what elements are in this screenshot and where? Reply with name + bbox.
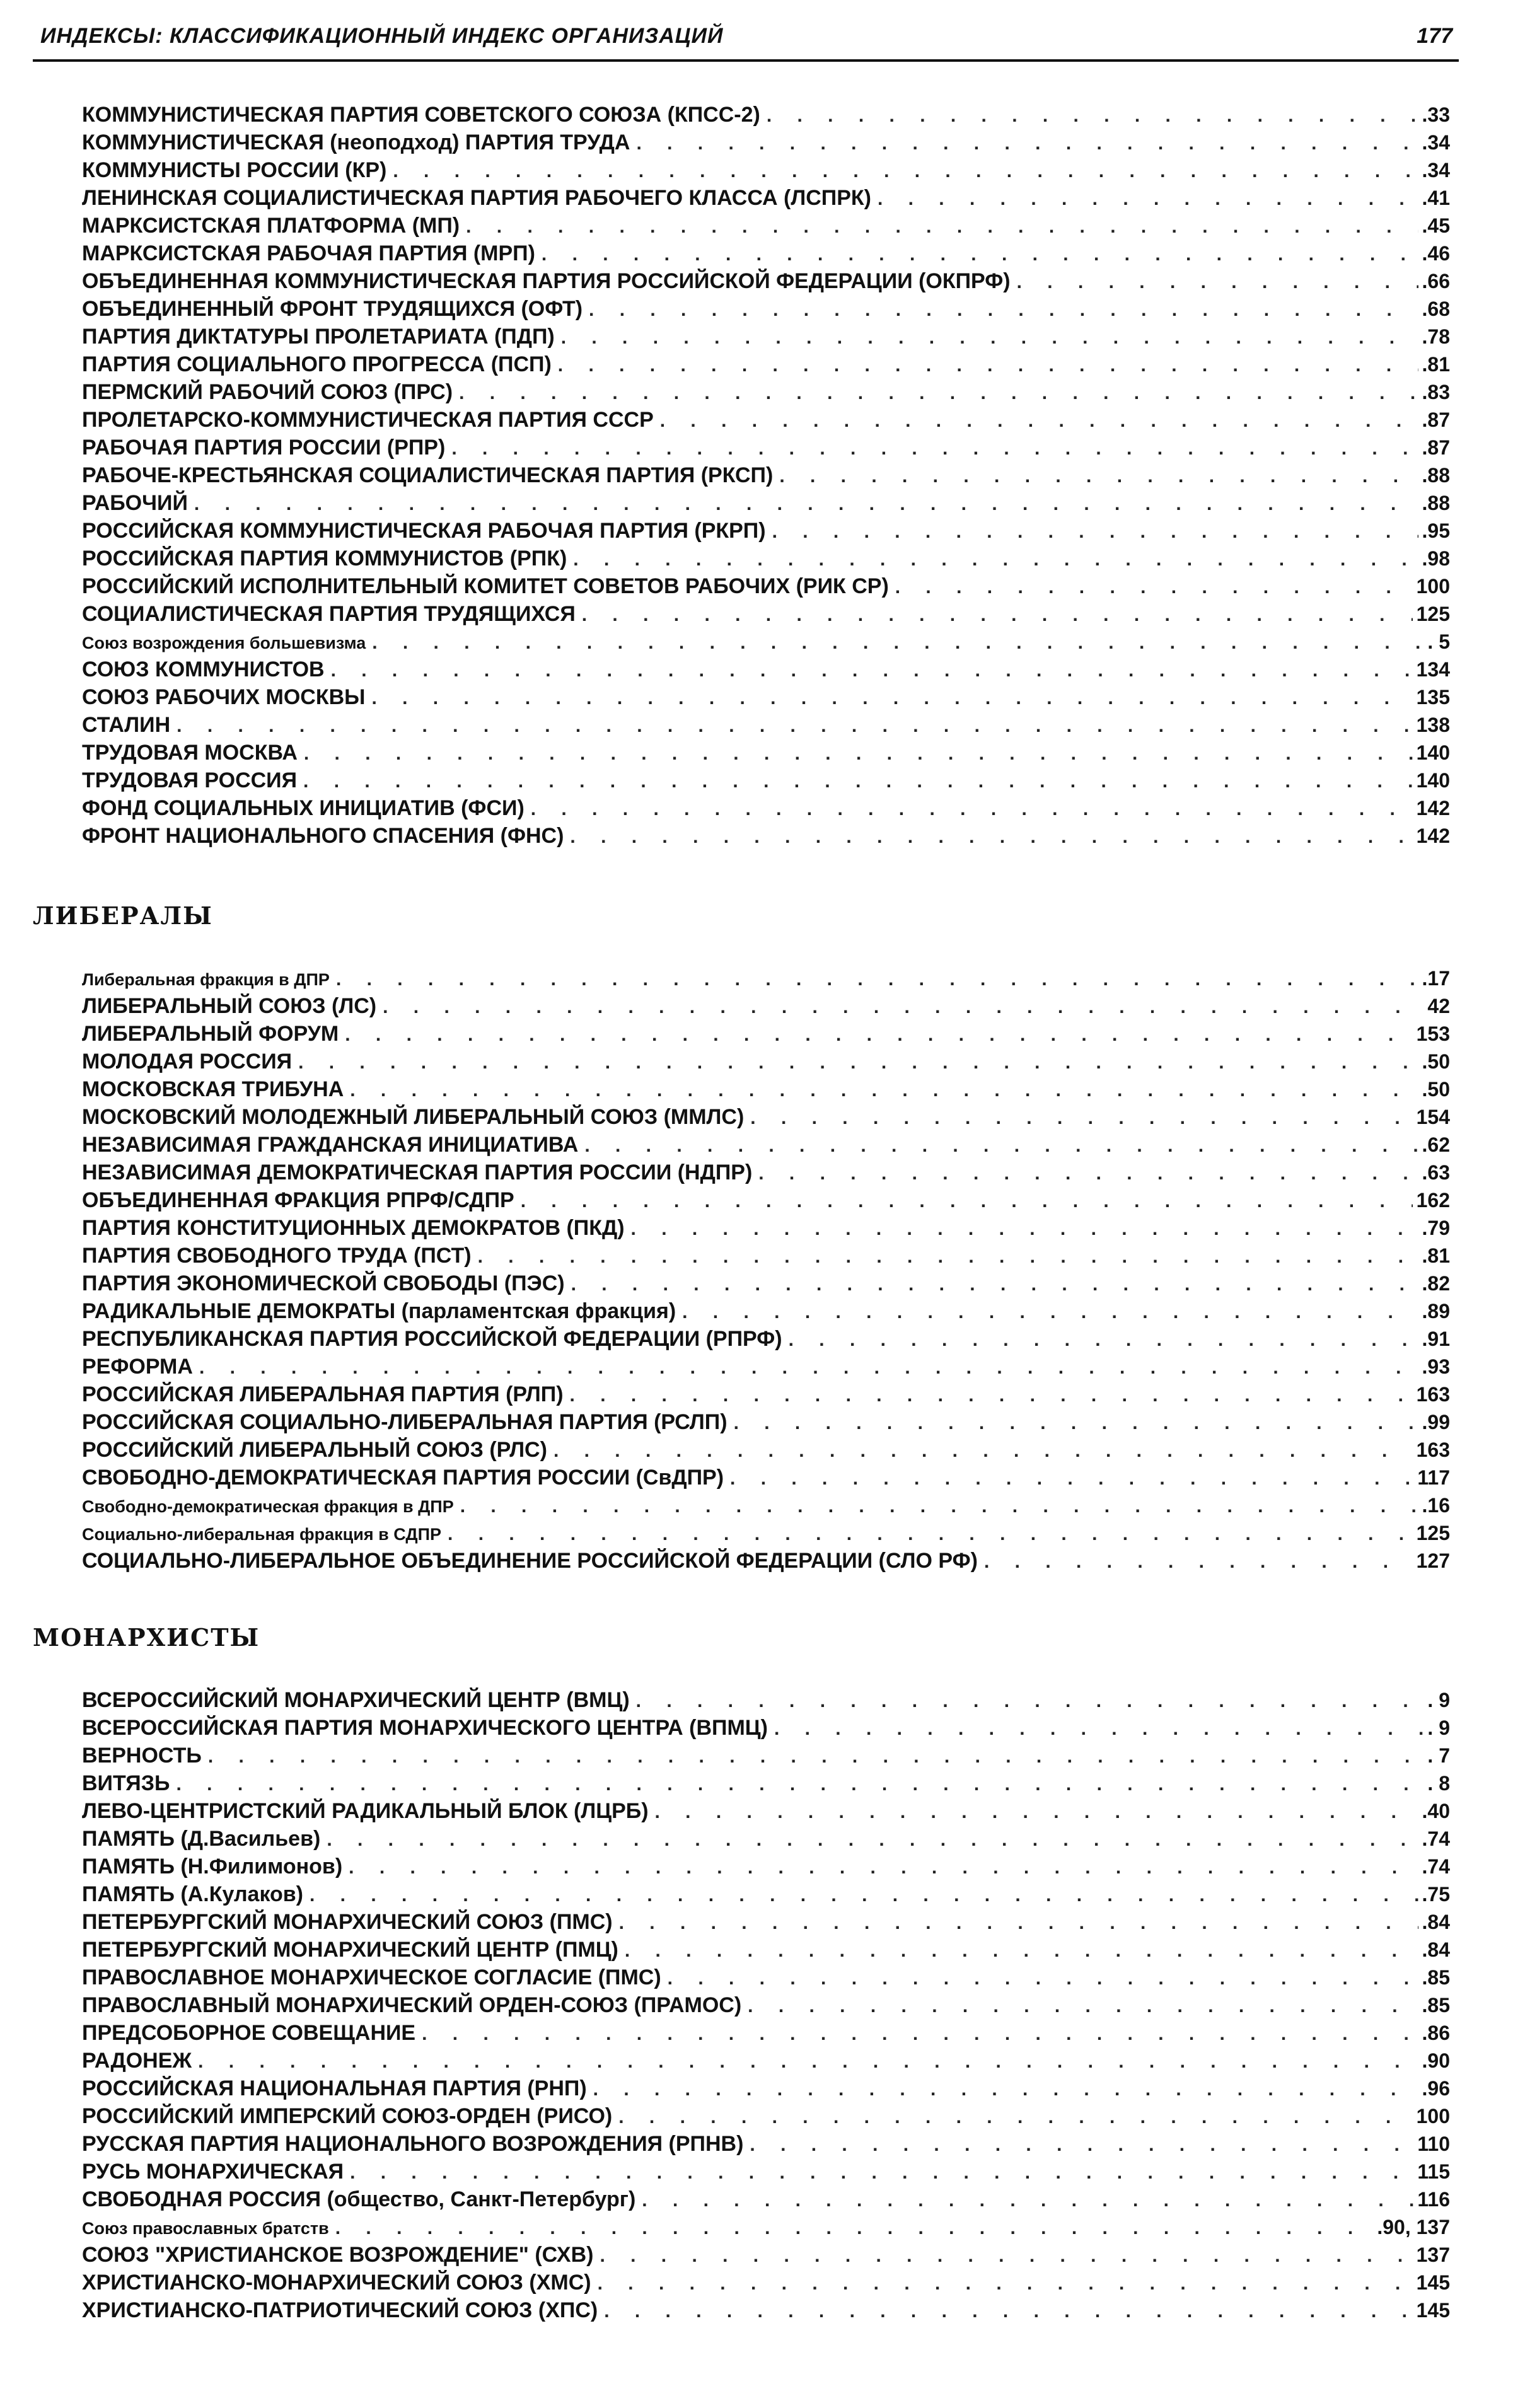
index-entry [82, 156, 1450, 184]
dot-leader [631, 1215, 1418, 1242]
entry-name: РОССИЙСКИЙ ЛИБЕРАЛЬНЫЙ СОЮЗ (РЛС) [82, 1438, 547, 1462]
entry-name: МАРКСИСТСКАЯ РАБОЧАЯ ПАРТИЯ (МРП) [82, 241, 535, 265]
index-entry [82, 1020, 1450, 1048]
entry-name: РАБОЧЕ-КРЕСТЬЯНСКАЯ СОЦИАЛИСТИЧЕСКАЯ ПАРТИЯ (РКСП) [82, 463, 774, 487]
entry-name: СВОБОДНАЯ РОССИЯ (общество, Санкт-Петербург) [82, 2187, 636, 2211]
entry-page-number: .16 [1422, 1494, 1450, 1517]
dot-leader [372, 629, 1423, 656]
entry-name: ПЕРМСКИЙ РАБОЧИЙ СОЮЗ (ПРС) [82, 380, 453, 404]
dot-leader [570, 823, 1412, 850]
dot-leader [451, 435, 1418, 461]
index-entry [82, 1214, 1450, 1242]
index-entry [82, 2130, 1450, 2158]
entry-page-number: .81 [1422, 353, 1450, 376]
entry-name: ХРИСТИАНСКО-ПАТРИОТИЧЕСКИЙ СОЮЗ (ХПС) [82, 2298, 598, 2322]
index-entry [82, 2158, 1450, 2185]
index-entry [82, 267, 1450, 295]
entry-name: ПРОЛЕТАРСКО-КОММУНИСТИЧЕСКАЯ ПАРТИЯ СССР [82, 408, 654, 432]
dot-leader [521, 1188, 1413, 1214]
dot-leader [460, 1493, 1418, 1519]
page-number: 177 [1417, 24, 1452, 48]
dot-leader [448, 1520, 1413, 1547]
index-entry [82, 378, 1450, 406]
entry-page-number: 117 [1417, 1466, 1450, 1489]
entry-page-number: 145 [1416, 2299, 1450, 2322]
entry-page-number: 100 [1416, 575, 1450, 598]
index-entry [82, 434, 1450, 461]
entry-page-number: .45 [1422, 214, 1450, 237]
entry-name: ТРУДОВАЯ МОСКВА [82, 741, 298, 765]
entry-page-number: 140 [1416, 741, 1450, 764]
entry-name: ВСЕРОССИЙСКИЙ МОНАРХИЧЕСКИЙ ЦЕНТР (ВМЦ) [82, 1688, 630, 1712]
index-entry [82, 545, 1450, 572]
entry-page-number: .95 [1422, 519, 1450, 542]
entry-page-number: 154 [1416, 1106, 1450, 1128]
dot-leader [383, 993, 1423, 1020]
index-entry [82, 600, 1450, 628]
entry-page-number: .75 [1422, 1883, 1450, 1906]
entry-page-number: .91 [1422, 1328, 1450, 1350]
entry-name: ПАРТИЯ СВОБОДНОГО ТРУДА (ПСТ) [82, 1244, 472, 1268]
entry-name: ПАМЯТЬ (Д.Васильев) [82, 1827, 321, 1851]
entry-page-number: .41 [1422, 187, 1450, 209]
dot-leader [422, 2020, 1418, 2047]
entry-name: ЛЕНИНСКАЯ СОЦИАЛИСТИЧЕСКАЯ ПАРТИЯ РАБОЧЕГО КЛАССА (ЛСПРК) [82, 186, 871, 210]
entry-page-number: .62 [1422, 1133, 1450, 1156]
dot-leader [459, 379, 1418, 406]
dot-leader [682, 1299, 1418, 1325]
index-entry [82, 1242, 1450, 1270]
dot-leader [600, 2242, 1412, 2269]
section-heading-liberals: ЛИБЕРАЛЫ [33, 901, 213, 930]
index-entry [82, 350, 1450, 378]
dot-leader [554, 1437, 1413, 1464]
entry-page-number: .46 [1422, 242, 1450, 265]
dot-leader [878, 185, 1418, 212]
index-entry [82, 240, 1450, 267]
entry-page-number: . 7 [1427, 1744, 1450, 1767]
entry-name: Социально-либеральная фракция в СДПР [82, 1525, 442, 1544]
entry-page-number: . 8 [1427, 1772, 1450, 1795]
entry-name: СОЮЗ КОММУНИСТОВ [82, 657, 325, 681]
dot-leader [636, 130, 1418, 156]
entry-page-number: .85 [1422, 1994, 1450, 2017]
entry-name: ФРОНТ НАЦИОНАЛЬНОГО СПАСЕНИЯ (ФНС) [82, 824, 564, 848]
dot-leader [349, 1854, 1418, 1880]
dot-leader [304, 740, 1413, 767]
entry-page-number: .85 [1422, 1966, 1450, 1989]
index-entry [82, 1048, 1450, 1075]
dot-leader [327, 1826, 1418, 1853]
entry-name: ПЕТЕРБУРГСКИЙ МОНАРХИЧЕСКИЙ СОЮЗ (ПМС) [82, 1910, 613, 1934]
section-heading-monarchists: МОНАРХИСТЫ [33, 1623, 260, 1652]
entry-name: СВОБОДНО-ДЕМОКРАТИЧЕСКАЯ ПАРТИЯ РОССИИ (СвДПР) [82, 1466, 724, 1490]
entry-page-number: 42 [1427, 995, 1450, 1017]
dot-leader [767, 102, 1418, 129]
running-header [33, 19, 1459, 62]
index-entry [82, 406, 1450, 434]
dot-leader [642, 2187, 1413, 2213]
entry-name: ХРИСТИАНСКО-МОНАРХИЧЕСКИЙ СОЮЗ (ХМС) [82, 2271, 591, 2295]
index-entry [82, 767, 1450, 794]
index-entry [82, 1853, 1450, 1880]
dot-leader [335, 2214, 1374, 2241]
index-entry [82, 2213, 1450, 2241]
dot-leader [298, 1049, 1418, 1075]
index-entry [82, 101, 1450, 129]
index-entry [82, 2269, 1450, 2296]
entry-page-number: .82 [1422, 1272, 1450, 1295]
entry-page-number: 137 [1416, 2243, 1450, 2266]
index-entry [82, 1797, 1450, 1825]
entry-page-number: .99 [1422, 1411, 1450, 1433]
index-entry [82, 1686, 1450, 1714]
entry-name: МОЛОДАЯ РОССИЯ [82, 1050, 293, 1074]
dot-leader [750, 1104, 1412, 1131]
entry-name: ОБЪЕДИНЕННАЯ КОММУНИСТИЧЕСКАЯ ПАРТИЯ РОССИЙСКОЙ ФЕДЕРАЦИИ (ОКПРФ) [82, 269, 1011, 293]
index-entry [82, 711, 1450, 739]
entry-page-number: .98 [1422, 547, 1450, 570]
entry-page-number: .63 [1422, 1161, 1450, 1184]
entry-page-number: .96 [1422, 2077, 1450, 2100]
entry-page-number: .87 [1422, 436, 1450, 459]
entry-name: РОССИЙСКИЙ ИСПОЛНИТЕЛЬНЫЙ КОМИТЕТ СОВЕТОВ РАБОЧИХ (РИК СР) [82, 574, 889, 598]
entry-name: ПЕТЕРБУРГСКИЙ МОНАРХИЧЕСКИЙ ЦЕНТР (ПМЦ) [82, 1938, 618, 1962]
index-entry [82, 628, 1450, 656]
entry-name: ПАРТИЯ ЭКОНОМИЧЕСКОЙ СВОБОДЫ (ПЭС) [82, 1271, 565, 1295]
index-list-monarchists [82, 1686, 1450, 2324]
index-entry [82, 572, 1450, 600]
dot-leader [303, 768, 1413, 794]
entry-name: МОСКОВСКИЙ МОЛОДЕЖНЫЙ ЛИБЕРАЛЬНЫЙ СОЮЗ (ММЛС) [82, 1105, 745, 1129]
dot-leader [542, 241, 1418, 267]
entry-page-number: 162 [1416, 1189, 1450, 1212]
entry-page-number: .79 [1422, 1217, 1450, 1239]
entry-page-number: 135 [1416, 686, 1450, 709]
entry-page-number: .34 [1422, 159, 1450, 182]
dot-leader [625, 1937, 1418, 1964]
index-entry [82, 1964, 1450, 1991]
index-entry [82, 2102, 1450, 2130]
index-entry [82, 992, 1450, 1020]
entry-name: ВЕРНОСТЬ [82, 1744, 202, 1768]
entry-page-number: .50 [1422, 1078, 1450, 1101]
index-entry [82, 1464, 1450, 1491]
entry-name: СОЦИАЛЬНО-ЛИБЕРАЛЬНОЕ ОБЪЕДИНЕНИЕ РОССИЙСКОЙ ФЕДЕРАЦИИ (СЛО РФ) [82, 1549, 978, 1573]
dot-leader [558, 352, 1418, 378]
entry-page-number: 100 [1416, 2105, 1450, 2127]
entry-page-number: 142 [1416, 797, 1450, 819]
entry-page-number: .93 [1422, 1355, 1450, 1378]
entry-name: СТАЛИН [82, 713, 171, 737]
entry-page-number: . 9 [1427, 1689, 1450, 1711]
entry-name: Союз православных братств [82, 2219, 329, 2238]
index-entry [82, 1436, 1450, 1464]
index-entry [82, 1880, 1450, 1908]
entry-name: РУССКАЯ ПАРТИЯ НАЦИОНАЛЬНОГО ВОЗРОЖДЕНИЯ (РПНВ) [82, 2132, 744, 2156]
entry-name: ВСЕРОССИЙСКАЯ ПАРТИЯ МОНАРХИЧЕСКОГО ЦЕНТРА (ВПМЦ) [82, 1716, 768, 1740]
entry-name: РУСЬ МОНАРХИЧЕСКАЯ [82, 2160, 344, 2184]
index-list-liberals [82, 964, 1450, 1575]
index-entry [82, 656, 1450, 683]
entry-name: ПАРТИЯ КОНСТИТУЦИОННЫХ ДЕМОКРАТОВ (ПКД) [82, 1216, 625, 1240]
index-entry [82, 794, 1450, 822]
entry-name: РАБОЧИЙ [82, 491, 188, 515]
dot-leader [350, 2159, 1413, 2185]
index-entry [82, 1186, 1450, 1214]
entry-page-number: .87 [1422, 408, 1450, 431]
entry-name: КОММУНИСТИЧЕСКАЯ (неоподход) ПАРТИЯ ТРУДА [82, 130, 630, 154]
entry-name: ПРАВОСЛАВНОЕ МОНАРХИЧЕСКОЕ СОГЛАСИЕ (ПМС) [82, 1965, 661, 1989]
entry-name: ПАМЯТЬ (А.Кулаков) [82, 1882, 304, 1906]
entry-name: СОЦИАЛИСТИЧЕСКАЯ ПАРТИЯ ТРУДЯЩИХСЯ [82, 602, 576, 626]
dot-leader [619, 1909, 1418, 1936]
dot-leader [589, 296, 1418, 323]
dot-leader [345, 1021, 1412, 1048]
entry-page-number: 125 [1416, 1522, 1450, 1544]
dot-leader [774, 1715, 1423, 1742]
index-entry [82, 1491, 1450, 1519]
header-title: ИНДЕКСЫ: КЛАССИФИКАЦИОННЫЙ ИНДЕКС ОРГАНИЗАЦИЙ [40, 24, 724, 48]
dot-leader [593, 2076, 1418, 2102]
entry-name: РЕСПУБЛИКАНСКАЯ ПАРТИЯ РОССИЙСКОЙ ФЕДЕРАЦИИ (РПРФ) [82, 1327, 782, 1351]
entry-page-number: 134 [1416, 658, 1450, 681]
dot-leader [198, 2048, 1418, 2075]
entry-page-number: 163 [1416, 1438, 1450, 1461]
entry-name: РОССИЙСКАЯ ЛИБЕРАЛЬНАЯ ПАРТИЯ (РЛП) [82, 1382, 564, 1406]
dot-leader [561, 324, 1418, 350]
dot-leader [393, 158, 1418, 184]
entry-page-number: .40 [1422, 1800, 1450, 1822]
entry-name: РОССИЙСКАЯ НАЦИОНАЛЬНАЯ ПАРТИЯ (РНП) [82, 2076, 587, 2100]
index-entry [82, 1547, 1450, 1575]
entry-page-number: 125 [1416, 603, 1450, 625]
index-entry [82, 517, 1450, 545]
entry-page-number: 163 [1416, 1383, 1450, 1406]
entry-page-number: .17 [1422, 967, 1450, 990]
index-entry [82, 212, 1450, 240]
entry-name: РОССИЙСКАЯ СОЦИАЛЬНО-ЛИБЕРАЛЬНАЯ ПАРТИЯ (РСЛП) [82, 1410, 728, 1434]
entry-name: ПРАВОСЛАВНЫЙ МОНАРХИЧЕСКИЙ ОРДЕН-СОЮЗ (ПРАМОС) [82, 1993, 742, 2017]
entry-name: ФОНД СОЦИАЛЬНЫХ ИНИЦИАТИВ (ФСИ) [82, 796, 525, 820]
entry-name: ОБЪЕДИНЕННАЯ ФРАКЦИЯ РПРФ/СДПР [82, 1188, 514, 1212]
dot-leader [604, 2298, 1412, 2324]
index-list-communists [82, 101, 1450, 850]
index-entry [82, 489, 1450, 517]
dot-leader [177, 712, 1412, 739]
dot-leader [336, 966, 1418, 992]
dot-leader [199, 1354, 1418, 1381]
entry-page-number: 142 [1416, 825, 1450, 847]
entry-page-number: .33 [1422, 103, 1450, 126]
entry-name: НЕЗАВИСИМАЯ ДЕМОКРАТИЧЕСКАЯ ПАРТИЯ РОССИИ (НДПР) [82, 1161, 753, 1184]
index-entry [82, 1297, 1450, 1325]
index-entry [82, 2296, 1450, 2324]
entry-page-number: .78 [1422, 325, 1450, 348]
entry-page-number: 153 [1416, 1022, 1450, 1045]
index-entry [82, 1908, 1450, 1936]
dot-leader [584, 1132, 1418, 1159]
index-entry [82, 129, 1450, 156]
index-entry [82, 739, 1450, 767]
index-entry [82, 683, 1450, 711]
dot-leader [531, 796, 1413, 822]
entry-page-number: .81 [1422, 1244, 1450, 1267]
index-entry [82, 184, 1450, 212]
dot-leader [478, 1243, 1418, 1270]
index-entry [82, 323, 1450, 350]
dot-leader [984, 1548, 1413, 1575]
entry-page-number: 138 [1416, 714, 1450, 736]
index-entry [82, 1714, 1450, 1742]
dot-leader [730, 1465, 1413, 1491]
entry-page-number: .84 [1422, 1911, 1450, 1933]
index-entry [82, 1769, 1450, 1797]
entry-page-number: . 5 [1427, 630, 1450, 653]
entry-page-number: .89 [1422, 1300, 1450, 1323]
index-entry [82, 2047, 1450, 2075]
entry-name: КОММУНИСТЫ РОССИИ (КР) [82, 158, 387, 182]
entry-page-number: 116 [1417, 2188, 1450, 2211]
entry-name: РОССИЙСКАЯ КОММУНИСТИЧЕСКАЯ РАБОЧАЯ ПАРТИЯ (РКРП) [82, 519, 766, 543]
index-entry [82, 1519, 1450, 1547]
dot-leader [655, 1798, 1418, 1825]
index-entry [82, 2185, 1450, 2213]
dot-leader [310, 1882, 1418, 1908]
entry-page-number: . 9 [1427, 1716, 1450, 1739]
entry-page-number: .90 [1422, 2049, 1450, 2072]
entry-page-number: .50 [1422, 1050, 1450, 1073]
index-entry [82, 1075, 1450, 1103]
entry-name: Союз возрождения большевизма [82, 634, 366, 652]
entry-page-number: 110 [1417, 2133, 1450, 2155]
entry-name: РОССИЙСКИЙ ИМПЕРСКИЙ СОЮЗ-ОРДЕН (РИСО) [82, 2104, 613, 2128]
entry-name: ПАРТИЯ ДИКТАТУРЫ ПРОЛЕТАРИАТА (ПДП) [82, 325, 555, 349]
dot-leader [1017, 269, 1418, 295]
entry-name: МОСКОВСКАЯ ТРИБУНА [82, 1077, 344, 1101]
index-entry [82, 295, 1450, 323]
index-entry [82, 1325, 1450, 1353]
dot-leader [350, 1077, 1418, 1103]
entry-name: РАБОЧАЯ ПАРТИЯ РОССИИ (РПР) [82, 436, 446, 460]
entry-name: РЕФОРМА [82, 1355, 193, 1379]
index-entry [82, 1353, 1450, 1381]
entry-page-number: .84 [1422, 1938, 1450, 1961]
dot-leader [331, 657, 1413, 683]
entry-page-number: .88 [1422, 464, 1450, 487]
dot-leader [895, 574, 1413, 600]
index-entry [82, 1991, 1450, 2019]
dot-leader [618, 2104, 1412, 2130]
index-entry [82, 1103, 1450, 1131]
entry-name: ТРУДОВАЯ РОССИЯ [82, 768, 298, 792]
dot-leader [660, 407, 1418, 434]
entry-name: ПРЕДСОБОРНОЕ СОВЕЩАНИЕ [82, 2021, 416, 2045]
dot-leader [789, 1326, 1418, 1353]
dot-leader [570, 1382, 1413, 1408]
dot-leader [598, 2270, 1413, 2296]
entry-name: Свободно-демократическая фракция в ДПР [82, 1497, 454, 1516]
entry-page-number: .90, 137 [1377, 2216, 1450, 2238]
entry-name: ПАМЯТЬ (Н.Филимонов) [82, 1855, 343, 1878]
index-entry [82, 1270, 1450, 1297]
dot-leader [636, 1687, 1424, 1714]
index-entry [82, 822, 1450, 850]
entry-page-number: .83 [1422, 381, 1450, 403]
entry-page-number: .66 [1422, 270, 1450, 292]
index-entry [82, 1159, 1450, 1186]
dot-leader [748, 1993, 1418, 2019]
dot-leader [177, 1771, 1424, 1797]
entry-name: РАДОНЕЖ [82, 2049, 192, 2073]
index-entry [82, 964, 1450, 992]
entry-name: КОММУНИСТИЧЕСКАЯ ПАРТИЯ СОВЕТСКОГО СОЮЗА (КПСС-2) [82, 103, 760, 127]
dot-leader [194, 490, 1418, 517]
entry-name: СОЮЗ "ХРИСТИАНСКОЕ ВОЗРОЖДЕНИЕ" (СХВ) [82, 2243, 594, 2267]
index-entry [82, 2019, 1450, 2047]
dot-leader [582, 601, 1413, 628]
index-entry [82, 2075, 1450, 2102]
entry-page-number: .68 [1422, 298, 1450, 320]
dot-leader [750, 2131, 1413, 2158]
entry-page-number: .74 [1422, 1855, 1450, 1878]
entry-page-number: 140 [1416, 769, 1450, 792]
entry-name: ЛИБЕРАЛЬНЫЙ ФОРУМ [82, 1022, 339, 1046]
index-entry [82, 461, 1450, 489]
entry-page-number: 127 [1416, 1549, 1450, 1572]
entry-page-number: .34 [1422, 131, 1450, 154]
dot-leader [779, 463, 1418, 489]
entry-page-number: .86 [1422, 2022, 1450, 2044]
entry-page-number: .88 [1422, 492, 1450, 514]
entry-name: ОБЪЕДИНЕННЫЙ ФРОНТ ТРУДЯЩИХСЯ (ОФТ) [82, 297, 583, 321]
entry-page-number: 145 [1416, 2271, 1450, 2294]
entry-name: ПАРТИЯ СОЦИАЛЬНОГО ПРОГРЕССА (ПСП) [82, 352, 552, 376]
entry-name: ЛИБЕРАЛЬНЫЙ СОЮЗ (ЛС) [82, 994, 377, 1018]
entry-page-number: 115 [1417, 2160, 1450, 2183]
entry-name: НЕЗАВИСИМАЯ ГРАЖДАНСКАЯ ИНИЦИАТИВА [82, 1133, 579, 1157]
dot-leader [466, 213, 1418, 240]
entry-name: РАДИКАЛЬНЫЕ ДЕМОКРАТЫ (парламентская фракция) [82, 1299, 676, 1323]
dot-leader [371, 685, 1412, 711]
dot-leader [571, 1271, 1418, 1297]
dot-leader [758, 1160, 1418, 1186]
entry-name: ВИТЯЗЬ [82, 1771, 170, 1795]
index-entry [82, 1825, 1450, 1853]
dot-leader [573, 546, 1418, 572]
entry-name: Либеральная фракция в ДПР [82, 970, 330, 989]
dot-leader [208, 1743, 1424, 1769]
entry-name: ЛЕВО-ЦЕНТРИСТСКИЙ РАДИКАЛЬНЫЙ БЛОК (ЛЦРБ) [82, 1799, 649, 1823]
index-entry [82, 1936, 1450, 1964]
dot-leader [668, 1965, 1418, 1991]
entry-name: СОЮЗ РАБОЧИХ МОСКВЫ [82, 685, 366, 709]
entry-page-number: .74 [1422, 1827, 1450, 1850]
dot-leader [772, 518, 1418, 545]
index-entry [82, 1742, 1450, 1769]
index-entry [82, 2241, 1450, 2269]
entry-name: МАРКСИСТСКАЯ ПЛАТФОРМА (МП) [82, 214, 460, 238]
index-entry [82, 1131, 1450, 1159]
index-entry [82, 1408, 1450, 1436]
entry-name: РОССИЙСКАЯ ПАРТИЯ КОММУНИСТОВ (РПК) [82, 547, 567, 570]
index-entry [82, 1381, 1450, 1408]
dot-leader [734, 1409, 1418, 1436]
